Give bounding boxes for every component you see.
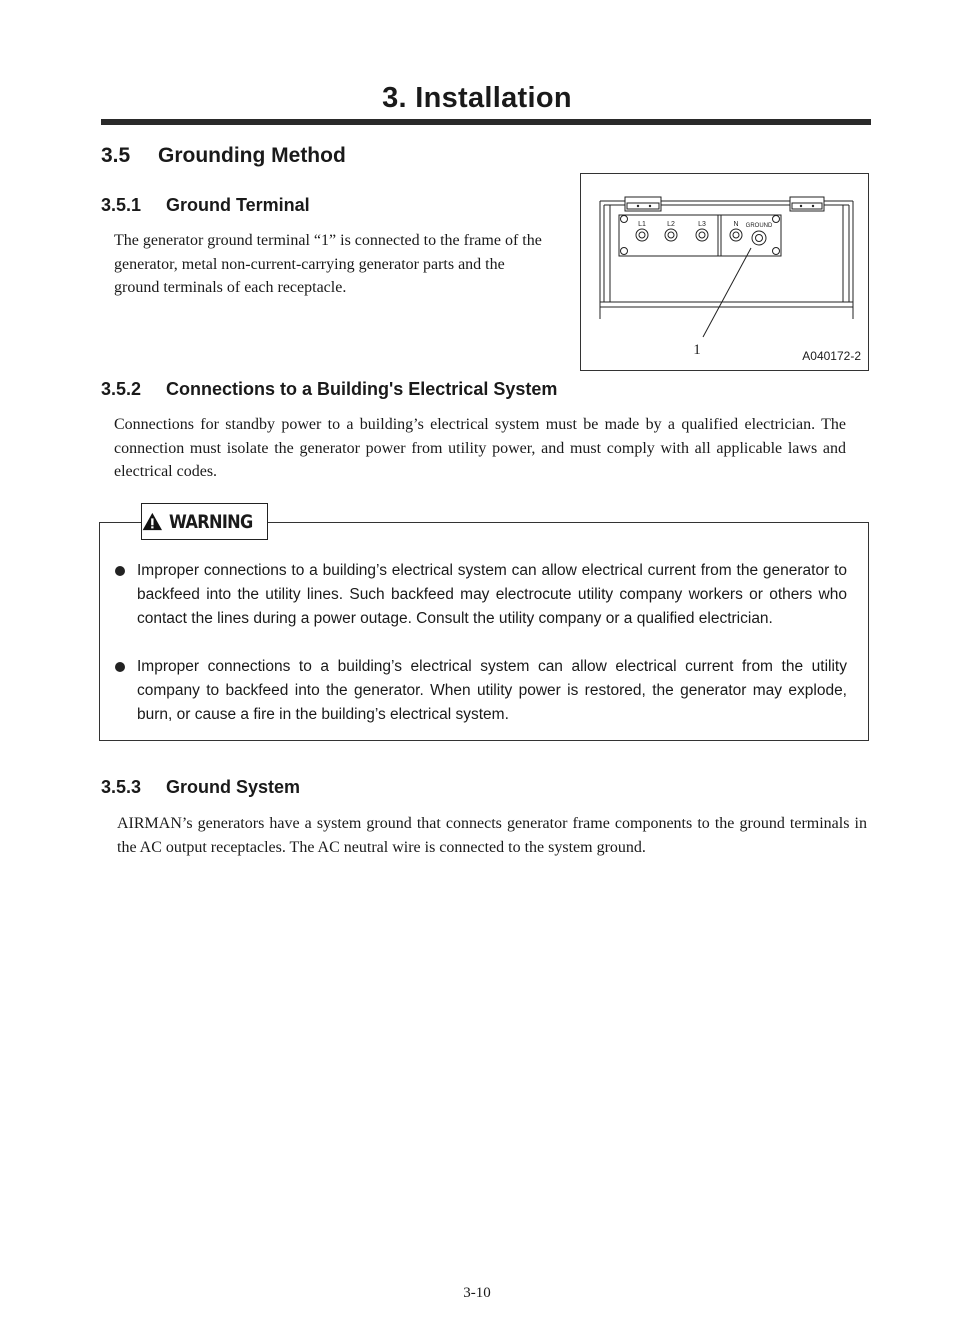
terminal-label-ground: GROUND bbox=[745, 223, 773, 229]
warning-item bbox=[115, 655, 847, 727]
subsection-3-number: 3.5.3 bbox=[101, 777, 142, 797]
terminal-panel-drawing bbox=[581, 174, 868, 370]
terminal-label-l3: L3 bbox=[698, 221, 706, 228]
subsection-1-title: Ground Terminal bbox=[166, 195, 310, 215]
subsection-2-number: 3.5.2 bbox=[101, 379, 142, 399]
subsection-3-heading bbox=[101, 777, 300, 798]
terminal-label-l2: L2 bbox=[667, 221, 675, 228]
chapter-rule bbox=[101, 119, 871, 125]
figure-callout-number: 1 bbox=[693, 342, 701, 358]
subsection-3-paragraph: AIRMAN’s generators have a system ground that connects generator frame components to the ground terminals in the AC output receptacles. The AC neutral wire is connected to the system ground. bbox=[117, 815, 867, 856]
warning-label-box bbox=[141, 503, 268, 540]
subsection-1-heading bbox=[101, 195, 310, 216]
warning-triangle-icon bbox=[142, 508, 163, 535]
subsection-3-title: Ground System bbox=[166, 777, 301, 797]
bullet-icon bbox=[115, 662, 125, 672]
section-title: Grounding Method bbox=[158, 144, 346, 167]
subsection-2-title: Connections to a Building's Electrical System bbox=[166, 379, 558, 399]
subsection-1-body bbox=[114, 229, 554, 300]
terminal-label-n: N bbox=[733, 221, 739, 228]
page-number: 3-10 bbox=[463, 1285, 491, 1301]
section-heading bbox=[101, 144, 346, 168]
warning-item-text: Improper connections to a building’s electrical system can allow electrical current from the utility company to backfeed into the generator. When utility power is restored, the generator may explode, burn, or cause a fire in the building’s electrical system. bbox=[137, 658, 847, 723]
figure-code: A040172-2 bbox=[802, 349, 861, 363]
chapter-title: 3. Installation bbox=[382, 82, 572, 114]
subsection-2-body bbox=[114, 413, 846, 484]
warning-label: WARNING bbox=[168, 510, 253, 533]
subsection-1-number: 3.5.1 bbox=[101, 195, 142, 215]
subsection-2-paragraph: Connections for standby power to a building’s electrical system must be made by a qualified electrician. The connection must isolate the generator power from utility power, and must comply with all applicable laws and electrical codes. bbox=[114, 416, 846, 481]
ground-terminal-figure bbox=[580, 173, 869, 371]
terminal-label-l1: L1 bbox=[638, 221, 646, 228]
warning-item-text: Improper connections to a building’s electrical system can allow electrical current from the generator to backfeed into the utility lines. Such backfeed may electrocute utility company workers or others who contact the lines during a power outage. Consult the utility company or a qualified electrician. bbox=[137, 562, 847, 627]
subsection-2-heading bbox=[101, 379, 557, 400]
subsection-1-paragraph: The generator ground terminal “1” is connected to the frame of the generator, metal non-current-carrying generator parts and the ground terminals of each receptacle. bbox=[114, 232, 542, 297]
section-number: 3.5 bbox=[101, 144, 131, 167]
warning-item bbox=[115, 559, 847, 631]
bullet-icon bbox=[115, 566, 125, 576]
subsection-3-body bbox=[117, 812, 867, 859]
